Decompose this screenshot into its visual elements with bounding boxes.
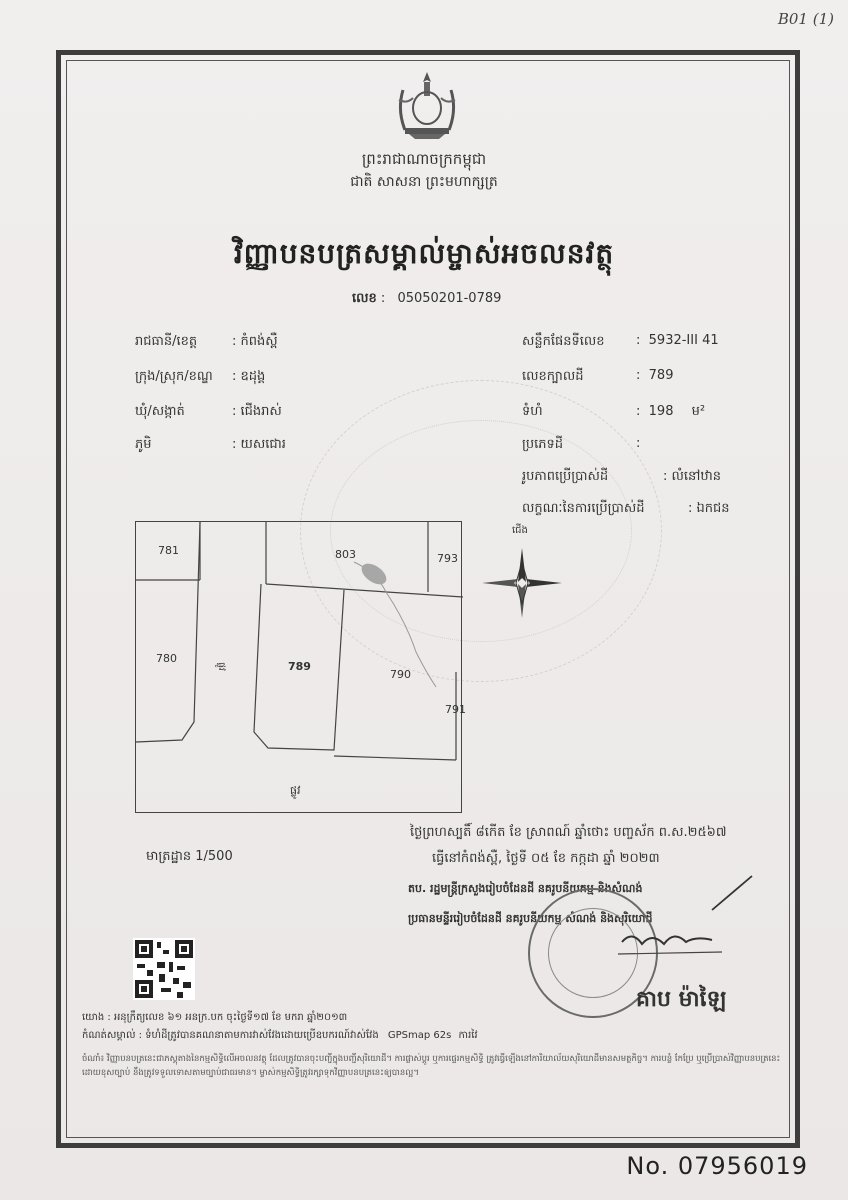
plot-label: 793: [437, 552, 458, 565]
province-value: : កំពង់ស្ពឺ: [232, 334, 278, 349]
certificate-number-label: លេខ: [352, 291, 377, 306]
plot-label-subject: 789: [288, 660, 311, 673]
corner-handwritten-note: B01 (1): [777, 10, 834, 28]
use-character-value: : ឯកជន: [688, 501, 730, 516]
commune-value: : ជើងរាស់: [232, 404, 282, 419]
village-value: : យសជោរ: [232, 437, 286, 452]
national-motto: ជាតិ សាសនា ព្រះមហាក្សត្រ: [350, 174, 498, 190]
authority-line-1: តប. រដ្ឋមន្ត្រីក្រសួងរៀបចំដែនដី នគរូបនីយកម្ម និងសំណង់: [408, 882, 643, 895]
legal-reference: យោង : អនុក្រឹត្យលេខ ៦១ អនក្រ.បក ចុះថ្ងៃទី១៧ ខែ មករា ឆ្នាំ២០១៣: [82, 1012, 348, 1023]
land-type-label: ប្រភេទដី: [522, 437, 564, 452]
survey-remark: កំណត់សម្គាល់ : ទំហំដីត្រូវបានគណនាតាមការវាស់វែងដោយប្រើឧបករណ៍វាស់វែង GPSmap 62s ការវៃ: [82, 1030, 478, 1041]
land-use-label: រូបភាពប្រើប្រាស់ដី: [522, 469, 609, 484]
certificate-number-value: 05050201-0789: [397, 291, 502, 306]
plot-label: 803: [335, 548, 356, 561]
land-use-value: : លំនៅឋាន: [663, 469, 722, 484]
plot-label: 781: [158, 544, 179, 557]
area-label: ទំហំ: [522, 404, 543, 419]
plot-label: 791: [445, 703, 466, 716]
place-date: ធ្វើនៅកំពង់ស្ពឺ, ថ្ងៃទី ០៥ ខែ កក្កដា ឆ្នាំ ២០២៣: [432, 851, 660, 866]
path-label: ផ្លូវ: [215, 662, 226, 671]
kingdom-name: ព្រះរាជាណាចក្រកម្ពុជា: [361, 150, 487, 168]
parcel-number-label: លេខក្បាលដី: [522, 369, 584, 384]
commune-label: ឃុំ/សង្កាត់: [135, 404, 185, 419]
district-label: ក្រុង/ស្រុក/ខណ្ឌ: [135, 369, 213, 384]
land-type-value: :: [636, 436, 641, 451]
signatory-name: គាប ម៉ាឡៃ: [636, 987, 727, 1012]
province-label: រាជធានី/ខេត្ត: [135, 334, 198, 349]
royal-emblem-icon: [393, 70, 461, 140]
handwritten-signature: [612, 870, 762, 960]
gps-device: GPSmap 62s: [387, 1030, 452, 1041]
plot-label: 780: [156, 652, 177, 665]
compass-rose-icon: [482, 548, 562, 618]
village-label: ភូមិ: [135, 437, 152, 452]
use-character-label: លក្ខណៈនៃការប្រើប្រាស់ដី: [522, 501, 645, 516]
qr-code-icon[interactable]: [133, 938, 195, 1000]
north-label: ជើង: [512, 525, 528, 536]
certificate-title: វិញ្ញាបនបត្រសម្គាល់ម្ចាស់អចលនវត្ថុ: [233, 237, 615, 270]
map-sheet-value: : 5932-III 41: [636, 333, 719, 348]
map-sheet-label: សន្លឹកផែនទីលេខ: [522, 334, 605, 349]
area-value: : 198 ម²: [636, 404, 706, 419]
parcel-map: [135, 521, 466, 813]
parcel-number-value: : 789: [636, 368, 674, 383]
certificate-number: លេខ : 05050201-0789: [352, 291, 502, 306]
authority-line-2: ប្រធានមន្ទីររៀបចំដែនដី នគរូបនីយកម្ម សំណង់ និងសុរិយោដី: [408, 912, 653, 925]
serial-number: No. 07956019: [626, 1152, 808, 1180]
road-label: ផ្លូវ: [290, 784, 301, 797]
map-scale: មាត្រដ្ឋាន 1/500: [146, 849, 233, 864]
plot-label: 790: [390, 668, 411, 681]
lunar-date: ថ្ងៃព្រហស្បតិ៍ ៨កើត ខែ ស្រាពណ៍ ឆ្នាំថោះ បញ្ចស័ក ព.ស.២៥៦៧: [410, 825, 727, 840]
footnote-notice: ចំណាំ៖ វិញ្ញាបនបត្រនេះជាភស្តុតាងនៃកម្មសិទ្ធិលើអចលនវត្ថុ ដែលត្រូវបានចុះបញ្ជីក្នុងបញ្ជីសុរិយោដី។ ការផ្លាស់ប្តូរ ឬការផ្ទេរកម្មសិទ្ធិ ត្រូវធ្វើឡើងនៅការិយាល័យសុរិយោដីមានសមត្ថកិច្ច។ ការបន្លំ កែប្រែ ឬប្រើប្រាស់វិញ្ញាបនបត្រនេះដោយខុសច្បាប់ នឹងត្រូវទទួលទោសតាមច្បាប់ជាធរមាន។ ម្ចាស់កម្មសិទ្ធិត្រូវរក្សាទុកវិញ្ញាបនបត្រនេះឲ្យបានល្អ។: [82, 1054, 781, 1078]
district-value: : ឧដុង្គ: [232, 369, 266, 384]
